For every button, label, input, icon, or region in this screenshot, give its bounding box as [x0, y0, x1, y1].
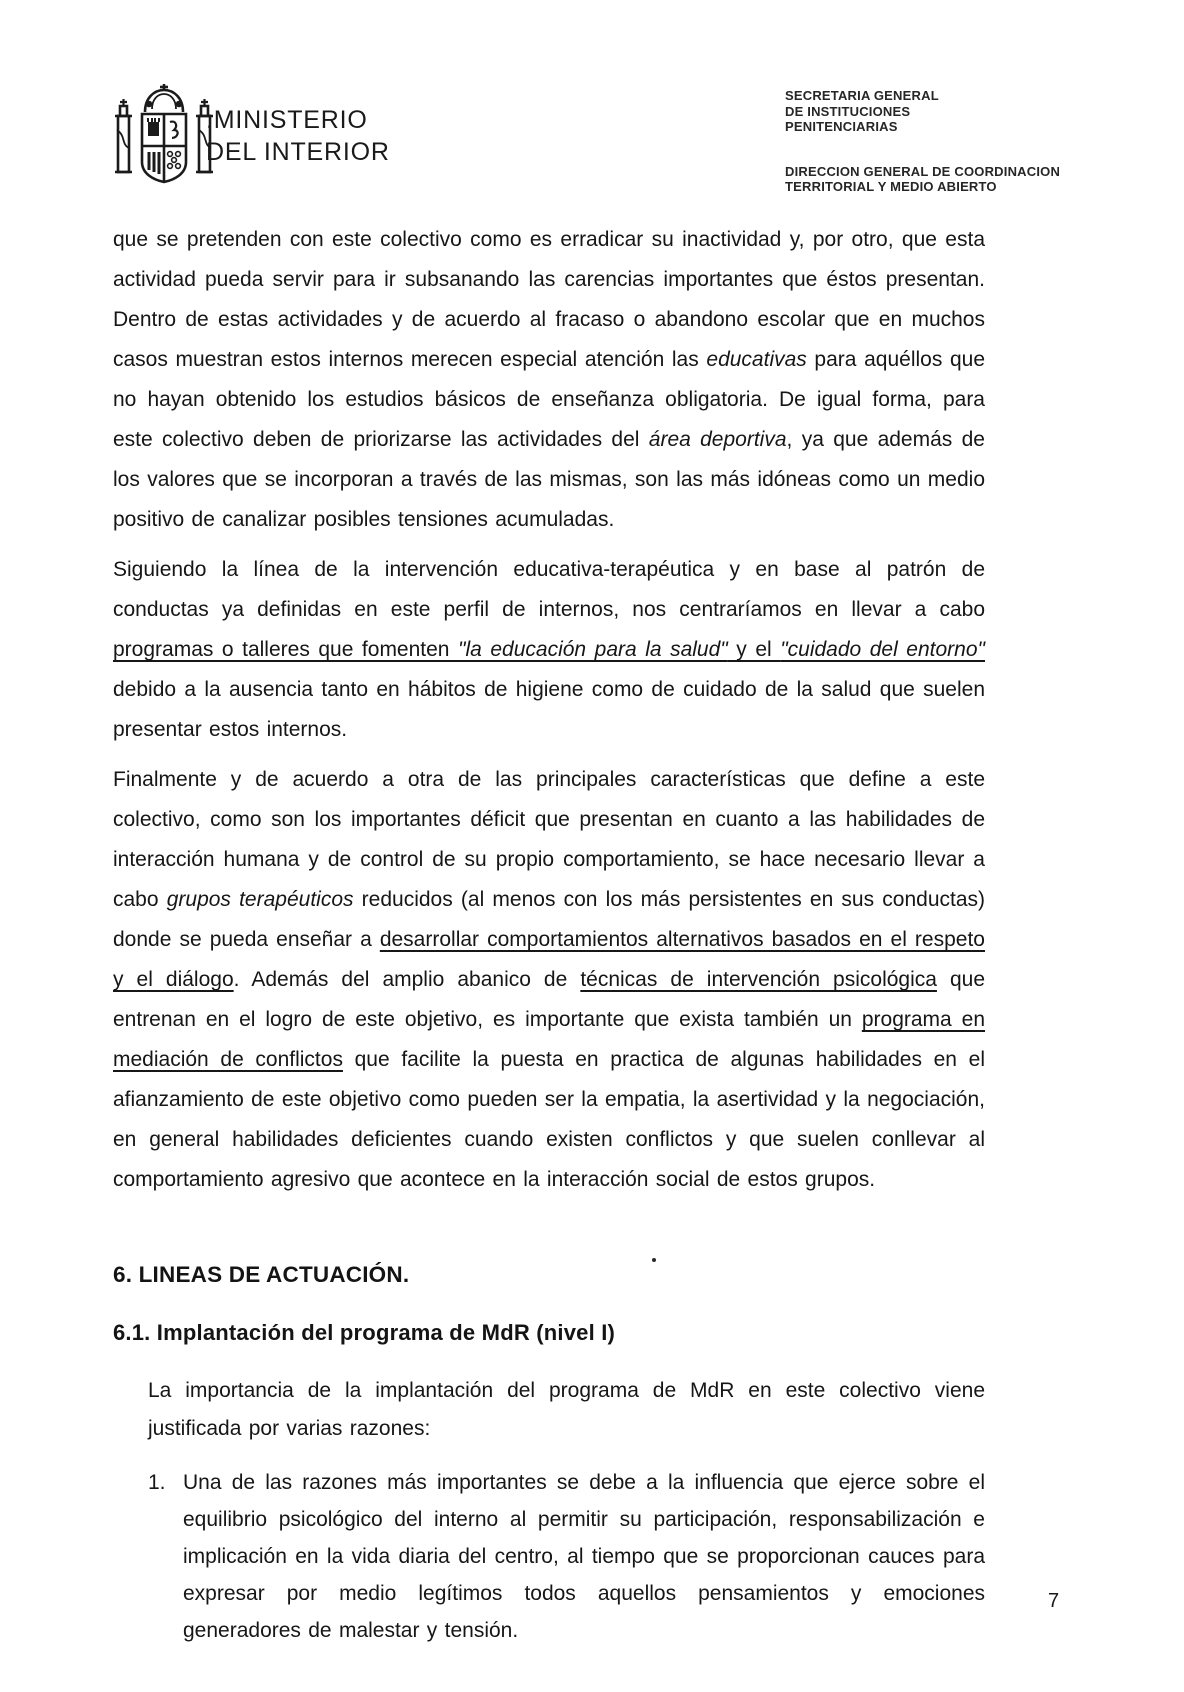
text-segment: , ya que además de los valores que se incorporan a través de las mismas, son las más idóneas como un medio positivo de canalizar posibles tensiones acumuladas.	[113, 428, 985, 531]
text-segment: que se pretenden con este colectivo como es erradicar su inactividad y, por otro, que esta actividad pueda servir para ir subsanando las carencias importantes que éstos presentan. Dentro de estas actividades y de acuerdo al fracaso o abandono escolar que en muchos casos muestran estos internos merecen especial atención las	[113, 228, 985, 371]
org-unit-block	[785, 88, 1060, 195]
document-body	[113, 220, 985, 1649]
scan-artifact-colon: :	[206, 106, 214, 134]
ministry-title	[206, 104, 390, 168]
text-segment: programa en mediación de conflictos	[113, 1008, 985, 1071]
text-segment: grupos terapéuticos	[166, 888, 354, 911]
text-segment: programas o talleres que fomenten	[113, 638, 459, 661]
secretaria-general-block	[785, 88, 1060, 135]
ministry-line2: DEL INTERIOR	[206, 138, 390, 166]
text-segment: "cuidado del entorno"	[780, 638, 985, 661]
text-segment: y el	[727, 638, 781, 661]
section-heading-lineas-de-actuacion: 6. LINEAS DE ACTUACIÓN.	[113, 1262, 410, 1287]
text-segment: técnicas de intervención psicológica	[580, 968, 937, 991]
list-item-text: Una de las razones más importantes se debe a la influencia que ejerce sobre el equilibrio psicológico del interno al permitir su participación, responsabilización e implicación en la vida diaria del centro, al tiempo que se proporcionan cauces para expresar por medio legítimos todos aquellos pensamientos y emociones generadores de malestar y tensión.	[183, 1471, 985, 1642]
ministry-line1: MINISTERIO	[213, 106, 368, 134]
text-segment: área deportiva	[648, 428, 787, 451]
intro-paragraph: La importancia de la implantación del programa de MdR en este colectivo viene justificada por varias razones:	[148, 1379, 985, 1440]
paragraph-educative-therapeutic	[113, 550, 985, 750]
paragraph-therapeutic-groups	[113, 760, 985, 1200]
subsection-heading-implantacion-mdr: 6.1. Implantación del programa de MdR (nivel I)	[113, 1320, 616, 1345]
org-line: DE INSTITUCIONES	[785, 103, 911, 119]
text-segment: para aquéllos que no hayan obtenido los estudios básicos de enseñanza obligatoria. De igual forma, para este colectivo deben de priorizarse las actividades del	[113, 348, 985, 451]
org-line: DIRECCION GENERAL DE COORDINACION	[785, 163, 1061, 179]
text-segment: . Además del amplio abanico de	[233, 968, 581, 991]
text-segment: "la educación para la salud"	[458, 638, 728, 661]
text-segment: Finalmente y de acuerdo a otra de las principales características que define a este colectivo, como son los importantes déficit que presentan en cuanto a las habilidades de interacción humana y de control de su propio comportamiento, se hace necesario llevar a cabo	[113, 768, 985, 911]
text-segment: que entrenan en el logro de este objetivo, es importante que exista también un	[113, 968, 986, 1031]
direccion-general-block	[785, 164, 1060, 195]
scan-artifact-dot	[652, 1258, 656, 1262]
text-segment: Siguiendo la línea de la intervención educativa-terapéutica y en base al patrón de conductas ya definidas en este perfil de internos, nos centraríamos en llevar a cabo	[113, 558, 985, 621]
text-segment: desarrollar comportamientos alternativos basados en el respeto y el diálogo	[113, 928, 985, 991]
text-segment: reducidos (al menos con los más persistentes en sus conductas) donde se pueda enseñar a	[113, 888, 986, 951]
list-item	[148, 1464, 985, 1649]
coat-of-arms-icon	[112, 82, 216, 196]
list-item-marker: 1.	[148, 1471, 166, 1494]
paragraph-activities	[113, 220, 985, 540]
page-number: 7	[1048, 1590, 1060, 1612]
text-segment: debido a la ausencia tanto en hábitos de higiene como de cuidado de la salud que suelen presentar estos internos.	[113, 678, 985, 741]
text-segment: educativas	[706, 348, 807, 371]
org-line: PENITENCIARIAS	[785, 119, 898, 134]
org-line: TERRITORIAL Y MEDIO ABIERTO	[785, 179, 997, 194]
org-line: SECRETARIA GENERAL	[785, 88, 939, 103]
numbered-list	[113, 1464, 985, 1649]
text-segment: que facilite la puesta en practica de algunas habilidades en el afianzamiento de este objetivo como pueden ser la empatia, la asertividad y la negociación, en general habilidades deficientes cuando existen conflictos y que suelen conllevar al comportamiento agresivo que acontece en la interacción social de estos grupos.	[113, 1048, 985, 1191]
